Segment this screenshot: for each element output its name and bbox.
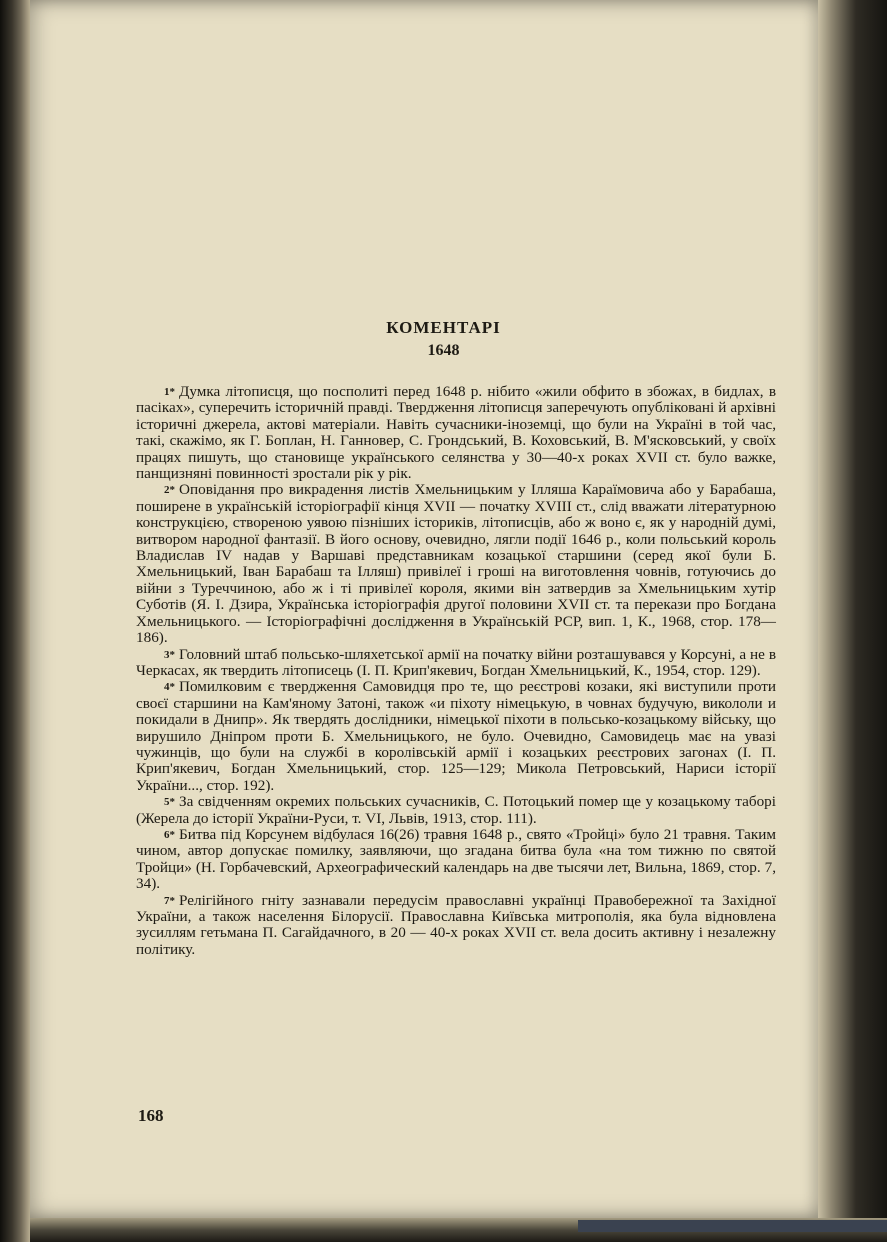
commentary-note — [136, 679, 776, 794]
note-text: Помилковим є твердження Самовидця про те, що реєстрові козаки, які виступили проти своєї старшини на Кам'яному Затоні, також «и піхоту німецькую, в човнах будучую, викололи и покидали в Днипр». Як твердять дослідники, німецької піхоти в польсько-козацькому війську, що вирушило Дніпром проти Б. Хмельницького, не було. Очевидно, Самовидець має на увазі чужинців, що були на службі в королівській армії і козацьких реєстрових загонах (І. П. Крип'якевич, Богдан Хмельницький, стор. 125—129; Микола Петровський, Нариси історії України..., стор. 192). — [136, 678, 776, 794]
page-right-edge — [818, 0, 887, 1242]
commentary-note — [136, 482, 776, 646]
book-spine-shadow — [0, 0, 30, 1242]
commentary-note — [136, 794, 776, 827]
note-marker: 1* — [164, 386, 175, 398]
section-title: КОМЕНТАРІ — [386, 318, 501, 337]
note-marker: 5* — [164, 796, 175, 809]
note-marker: 4* — [164, 681, 175, 694]
note-marker: 6* — [164, 828, 175, 841]
scan-bottom-strip — [578, 1220, 887, 1232]
note-text: Головний штаб польсько-шляхетської армії на початку війни розташувався у Корсуні, а не в Черкасах, як твердить літописець (І. П. Крип'якевич, Богдан Хмельницький, К., 1954, стор. 129). — [136, 645, 776, 679]
commentary-note — [136, 827, 776, 893]
note-text: За свідченням окремих польських сучасників, С. Потоцький помер ще у козацькому таборі (Жерела до історії України-Руси, т. VI, Львів, 1913, стор. 111). — [136, 793, 776, 827]
commentary-note — [136, 384, 776, 482]
section-year: 1648 — [427, 342, 460, 359]
page-number: 168 — [138, 1106, 164, 1125]
note-text: Битва під Корсунем відбулася 16(26) травня 1648 р., свято «Тройці» було 21 травня. Таким чином, автор допускає помилку, заявляючи, що згадана битва була «на том тижню по святой Тройци» (Н. Горбачевский, Археографический календарь на две тысячи лет, Вильна, 1869, стор. 7, 34). — [136, 825, 776, 893]
commentary-body — [136, 384, 776, 958]
note-text: Думка літописця, що посполиті перед 1648 р. нібито «жили обфито в збожах, в бидлах, в пасіках», суперечить історичній правді. Твердження літописця заперечують опубліковані й архівні історичні джерела, актові матеріали. Навіть сучасники-іноземці, що були на Україні в той час, такі, скажімо, як Г. Боплан, Н. Ганновер, С. Грондський, В. Коховський, В. М'ясковський, у своїх працях пишуть, що становище українського селянства у 30—40-х роках XVII ст. було важке, панщизняні повинності зростали рік у рік. — [136, 383, 776, 483]
note-marker: 2* — [164, 484, 175, 497]
note-text: Релігійного гніту зазнавали передусім православні українці Правобережної та Західної України, а також населення Білорусії. Православна Київська митрополія, яка була відновлена зусиллям гетьмана П. Сагайдачного, в 20 — 40-х роках XVII ст. вела досить активну і незалежну політику. — [136, 891, 776, 958]
note-marker: 3* — [164, 648, 175, 661]
commentary-note — [136, 893, 776, 959]
note-text: Оповідання про викрадення листів Хмельницьким у Ілляша Караїмовича або у Барабаша, поширене в українській історіографії кінця XVII — початку XVIII ст., слід вважати літературною конструкцією, створеною уявою пізніших істориків, літописців, або ж воно є, як у народній думі, витвором народної фантазії. В його основу, очевидно, лягли події 1646 р., коли польський король Владислав IV надав у Варшаві представникам козацької старшини (серед якої були Б. Хмельницький, Іван Барабаш та Ілляш) привілеї і гроші на виготовлення човнів, готуючись до війни з Туреччиною, або ж і ті привілеї короля, якими він затвердив за Хмельницьким хутір Суботів (Я. І. Дзира, Українська історіографія другої половини XVII ст. та перекази про Богдана Хмельницького. — Історіографічні дослідження в Українській РСР, вип. 1, К., 1968, стор. 178—186). — [136, 481, 776, 647]
note-marker: 7* — [164, 894, 175, 907]
commentary-note — [136, 647, 776, 680]
